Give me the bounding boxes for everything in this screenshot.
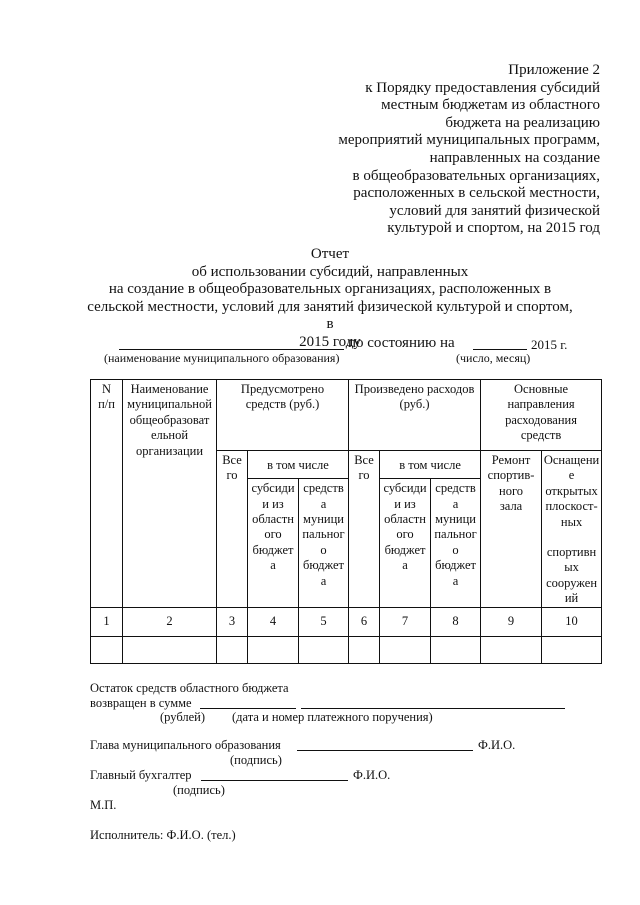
header-text-line: о: [320, 542, 327, 557]
remainder-line-2: возвращен в сумме: [90, 696, 192, 710]
header-text-line: а: [402, 558, 408, 573]
header-text-line: Предусмотрено: [240, 382, 325, 396]
as-of-label: по состоянию на: [348, 335, 455, 351]
header-text-line: зала: [499, 499, 523, 514]
accountant-signature-caption: (подпись): [173, 783, 225, 797]
report-subtitle-3: сельской местности, условий для занятий физической культурой и спортом, в: [87, 298, 573, 333]
col-number: 7: [380, 607, 431, 636]
appendix-header: [310, 62, 600, 238]
header-outdoor-equipment: [542, 451, 602, 608]
header-total-planned: [217, 451, 248, 608]
table-cell[interactable]: [349, 636, 380, 663]
header-including-spent: в том числе: [380, 451, 481, 479]
header-directions: [481, 380, 602, 451]
year-suffix: 2015 г.: [531, 337, 568, 352]
header-text-line: субсиди: [251, 481, 295, 496]
header-row-number: [91, 380, 123, 608]
header-text-line: и из: [394, 496, 416, 511]
header-text-line: областн: [252, 511, 294, 526]
report-title-block: [86, 246, 574, 352]
accountant-label: Главный бухгалтер: [90, 768, 192, 782]
header-text-line: ого: [264, 527, 282, 542]
appendix-line: культурой и спортом, на 2015 год: [387, 220, 600, 237]
col-number: 3: [217, 607, 248, 636]
date-caption: (число, месяц): [456, 351, 531, 365]
header-text-line: о: [452, 542, 459, 557]
header-text-line: ельной: [150, 428, 189, 443]
head-signature-blank: [297, 750, 473, 751]
table-cell[interactable]: [481, 636, 542, 663]
header-text-line: Оснащени: [543, 453, 600, 467]
header-local-budget-planned: [299, 479, 349, 608]
appendix-line: условий для занятий физической: [389, 202, 600, 219]
header-text-line: (руб.): [399, 397, 430, 412]
header-text-line: Произведено расходов: [354, 382, 475, 396]
header-including-planned: в том числе: [248, 451, 349, 479]
header-text-line: областн: [384, 511, 426, 526]
header-text-line: направления: [507, 397, 575, 412]
accountant-signature-blank: [201, 780, 348, 781]
table-cell[interactable]: [542, 636, 602, 663]
header-text-line: пальног: [302, 527, 345, 542]
appendix-line: к Порядку предоставления субсидий: [365, 79, 600, 96]
accountant-fio: Ф.И.О.: [353, 768, 391, 782]
header-text-line: Ремонт: [491, 453, 531, 467]
col-number: 2: [123, 607, 217, 636]
table-cell[interactable]: [123, 636, 217, 663]
report-subtitle-4: 2015 году: [299, 333, 361, 350]
col-number: 6: [349, 607, 380, 636]
header-text-line: средств (руб.): [245, 397, 320, 412]
header-text-line: муници: [303, 511, 344, 526]
table-cell[interactable]: [91, 636, 123, 663]
table-cell[interactable]: [217, 636, 248, 663]
header-text-line: и из: [262, 496, 284, 511]
appendix-line: в общеобразовательных организациях,: [352, 167, 600, 184]
header-gym-repair: [481, 451, 542, 608]
header-text-line: муниципальной: [127, 397, 212, 412]
header-text-line: ий: [564, 591, 579, 606]
header-spent-funds: [349, 380, 481, 451]
head-signature-caption: (подпись): [230, 753, 282, 767]
municipality-blank: [119, 349, 344, 350]
table-cell[interactable]: [431, 636, 481, 663]
header-text-line: Основные: [514, 382, 569, 396]
header-regional-subsidy-spent: [380, 479, 431, 608]
header-text-line: бюджет: [435, 558, 476, 573]
executor-line: Исполнитель: Ф.И.О. (тел.): [90, 828, 236, 842]
header-text-line: средств: [435, 481, 476, 496]
column-number-row: [91, 607, 602, 636]
header-text-line: е: [568, 468, 575, 483]
header-text-line: ных: [560, 514, 583, 529]
col-number: 4: [248, 607, 299, 636]
header-text-line: бюджет: [303, 558, 344, 573]
header-text-line: средств: [303, 481, 344, 496]
appendix-line: местным бюджетам из областного: [381, 97, 600, 114]
header-text-line: а: [270, 558, 276, 573]
header-text-line: а: [320, 573, 327, 588]
stamp-place: М.П.: [90, 798, 117, 812]
header-text-line: а: [452, 496, 459, 511]
header-text-line: спортив-: [487, 468, 535, 483]
col-number: 10: [542, 607, 602, 636]
header-org-name: [123, 380, 217, 608]
appendix-line: Приложение 2: [508, 62, 600, 78]
table-cell[interactable]: [299, 636, 349, 663]
payment-order-blank: [301, 708, 565, 709]
header-text-line: расходования: [505, 412, 577, 427]
header-text-line: организации: [135, 443, 204, 458]
header-text-line: муници: [435, 511, 476, 526]
header-total-spent: [349, 451, 380, 608]
remainder-line-1: Остаток средств областного бюджета: [90, 681, 289, 695]
empty-data-row: [91, 636, 602, 663]
header-text-line: ного: [499, 483, 524, 498]
header-text-line: п/п: [98, 397, 115, 412]
header-planned-funds: [217, 380, 349, 451]
header-text-line: сооружен: [546, 575, 598, 590]
col-number: 1: [91, 607, 123, 636]
municipality-caption: (наименование муниципального образования): [104, 351, 340, 365]
appendix-line: мероприятий муниципальных программ,: [338, 132, 600, 149]
header-text-line: го: [358, 468, 370, 483]
header-text-line: средств: [520, 428, 562, 443]
header-text-line: ых: [564, 560, 579, 575]
table-cell[interactable]: [380, 636, 431, 663]
header-text-line: а: [452, 573, 459, 588]
report-subtitle-1: об использовании субсидий, направленных: [191, 263, 469, 280]
report-table: [90, 379, 602, 664]
header-text-line: а: [320, 496, 327, 511]
col-number: 8: [431, 607, 481, 636]
amount-blank: [200, 708, 296, 709]
head-fio: Ф.И.О.: [478, 738, 516, 752]
header-text-line: Все: [354, 453, 374, 467]
header-text-line: [543, 530, 600, 545]
payment-caption: (дата и номер платежного поручения): [232, 710, 433, 724]
header-text-line: го: [226, 468, 238, 483]
header-text-line: субсиди: [383, 481, 427, 496]
rubles-caption: (рублей): [160, 710, 206, 724]
appendix-line: бюджета на реализацию: [445, 114, 600, 131]
header-text-line: Наименование: [130, 382, 209, 396]
header-text-line: плоскост-: [545, 499, 598, 514]
header-text-line: спортивн: [546, 545, 597, 560]
appendix-line: направленных на создание: [429, 149, 600, 166]
table-cell[interactable]: [248, 636, 299, 663]
header-text-line: бюджет: [384, 542, 426, 557]
col-number: 5: [299, 607, 349, 636]
head-label: Глава муниципального образования: [90, 738, 281, 752]
header-regional-subsidy-planned: [248, 479, 299, 608]
header-text-line: общеобразоват: [129, 412, 210, 427]
header-local-budget-spent: [431, 479, 481, 608]
col-number: 9: [481, 607, 542, 636]
header-text-line: ого: [396, 527, 414, 542]
report-title: Отчет: [310, 246, 350, 262]
date-blank: [473, 349, 527, 350]
appendix-line: расположенных в сельской местности,: [353, 185, 600, 202]
header-text-line: бюджет: [252, 542, 294, 557]
report-subtitle-2: на создание в общеобразовательных организациях, расположенных в: [108, 281, 552, 298]
header-text-line: N: [101, 382, 112, 396]
header-text-line: открытых: [545, 483, 598, 498]
header-text-line: Все: [222, 453, 242, 467]
header-text-line: пальног: [434, 527, 477, 542]
